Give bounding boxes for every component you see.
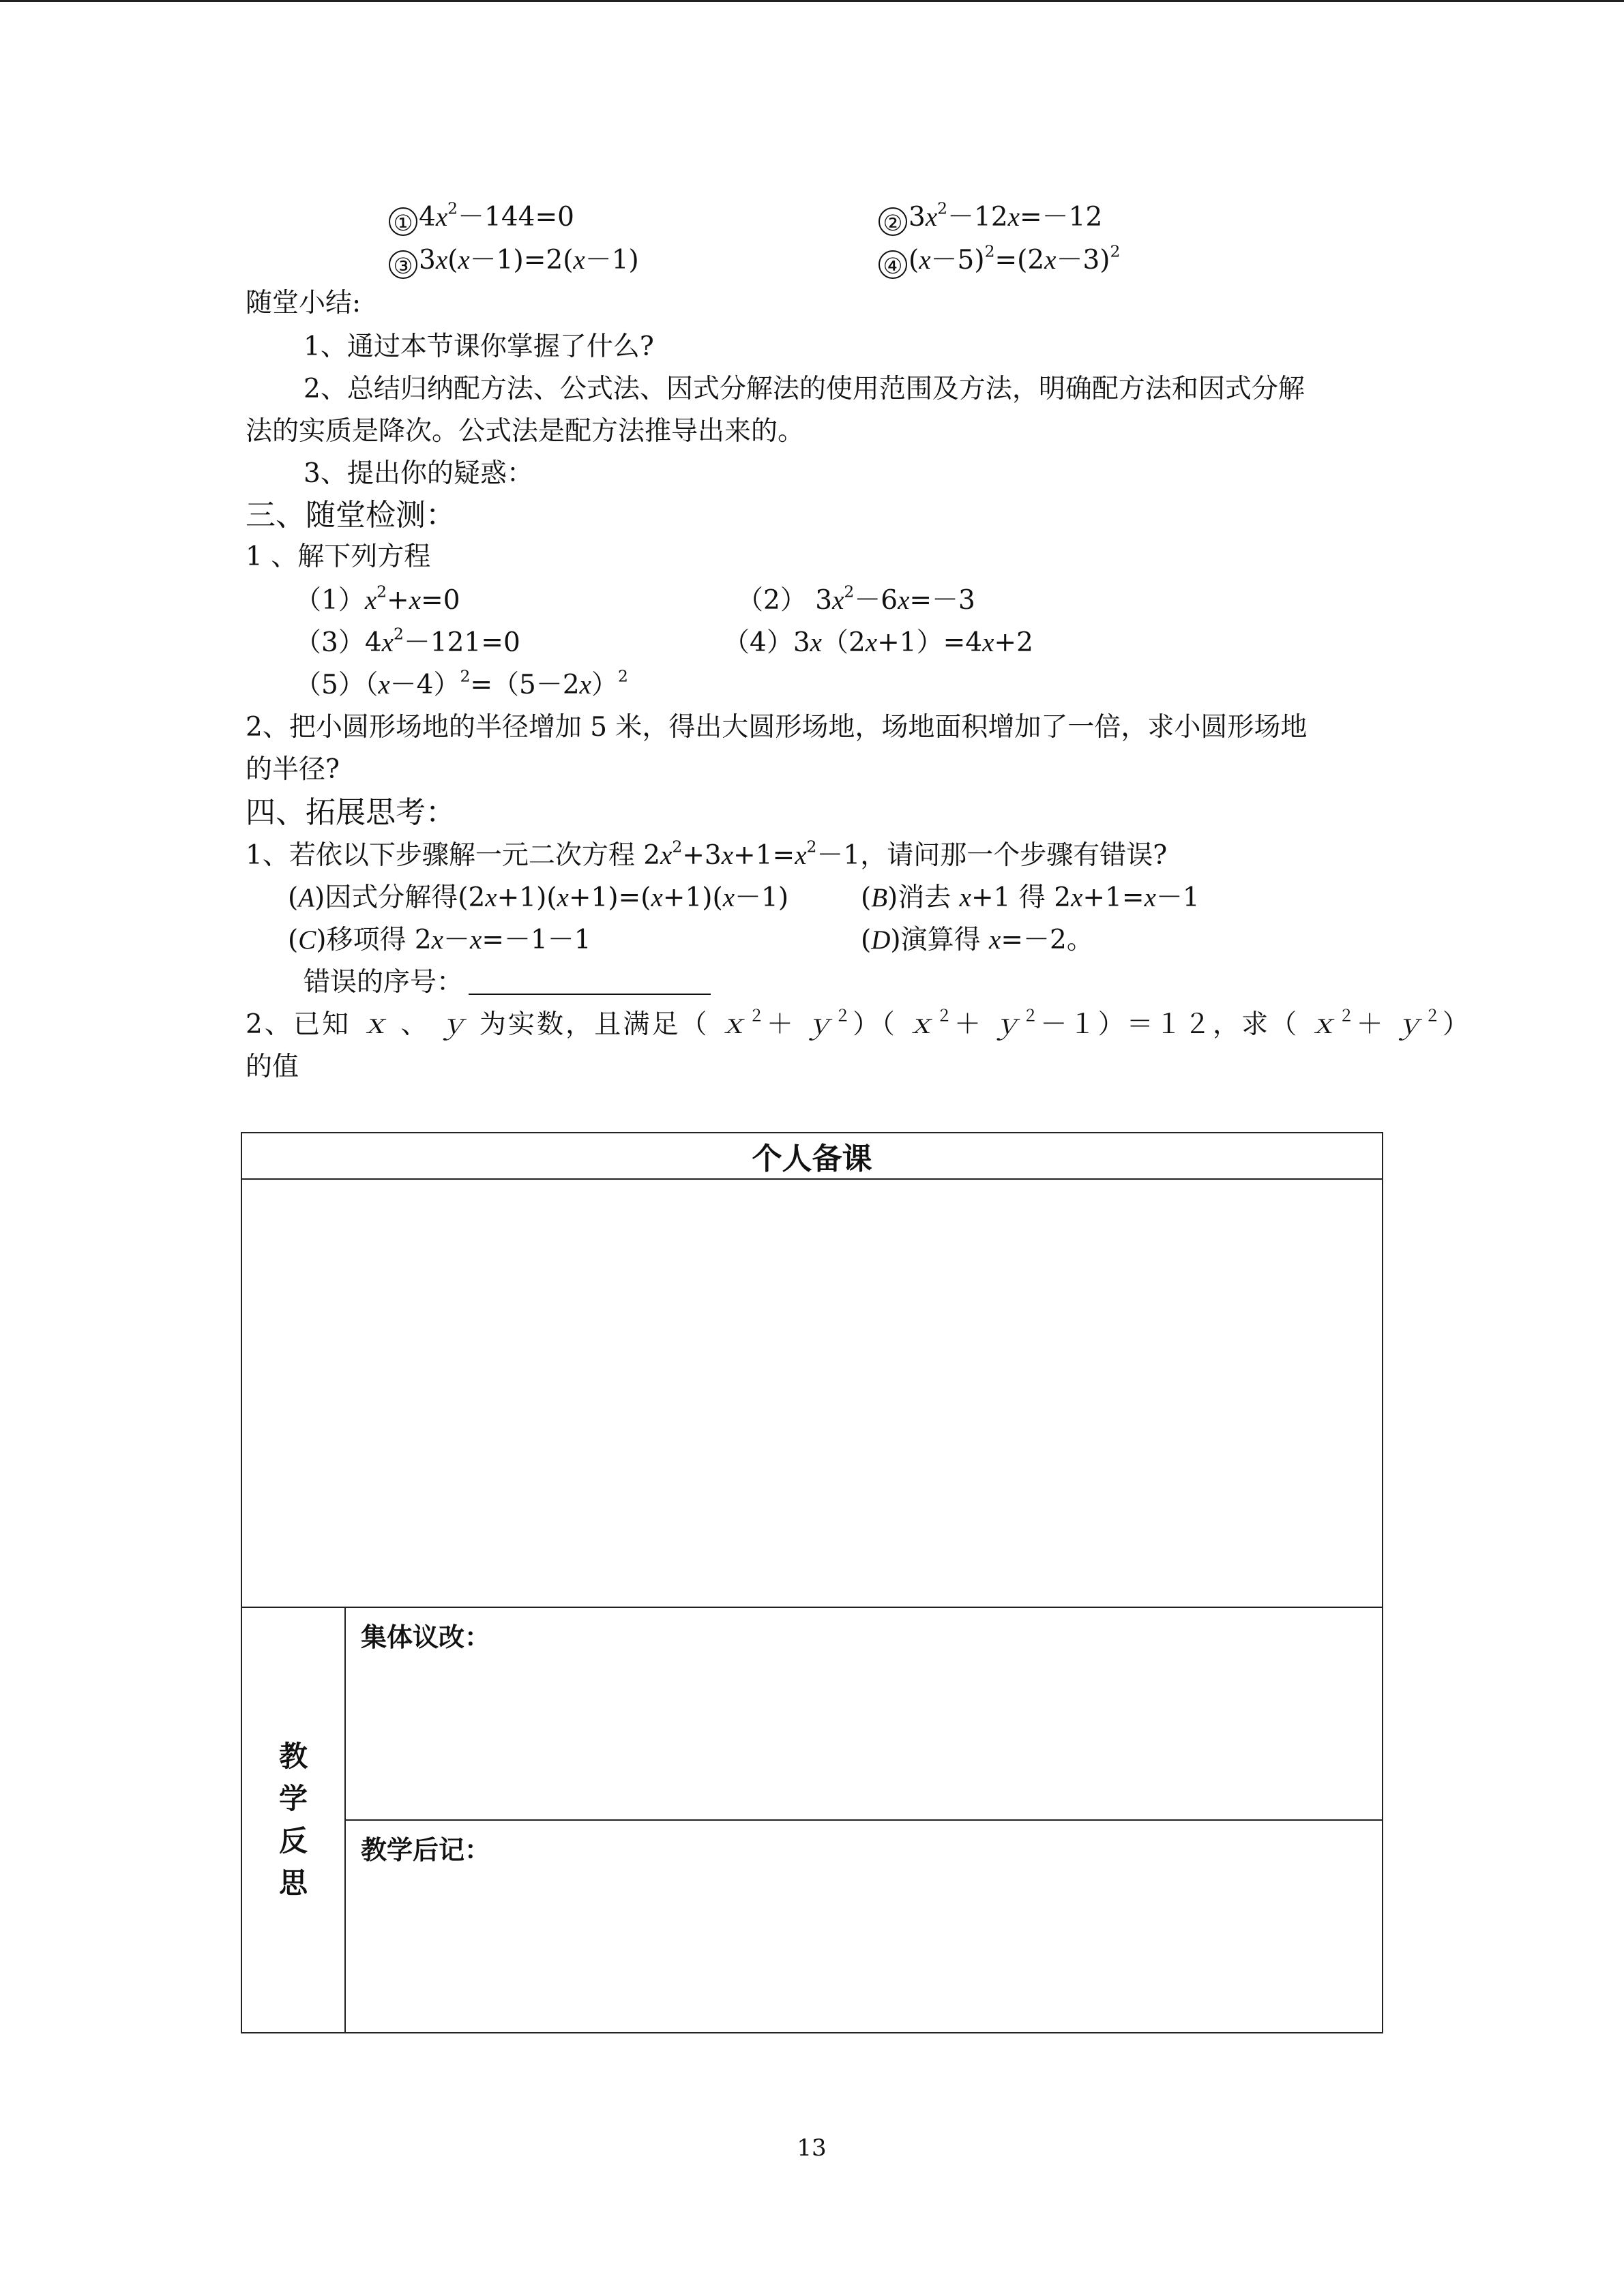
problem-1: $(1)x^2+x=0$: [295, 582, 460, 616]
section-4-q2-line-1: 2、已知 ｘ 、 ｙ 为实数，且满足（ ｘ$^2$＋ ｙ$^2$）（ ｘ$^2$＋ ｙ$^2$－１）＝１２，求（ ｘ$^2$＋ ｙ$^2$）: [246, 1006, 1471, 1040]
error-label: 错误的序号：: [304, 967, 464, 998]
section-3-heading: 三、随堂检测：: [246, 498, 456, 533]
collective-revision-label: 集体议改：: [361, 1622, 491, 1652]
section-3-q2-line-2: 的半径?: [246, 754, 340, 785]
circled-number-3: ③: [389, 250, 417, 279]
teaching-postscript-label: 教学后记：: [361, 1835, 491, 1865]
circled-number-1: ①: [389, 207, 417, 236]
summary-item-2-line-1: 2、总结归纳配方法、公式法、因式分解法的使用范围及方法，明确配方法和因式分解: [304, 374, 1305, 404]
section-4-q2-line-2: 的值: [246, 1052, 299, 1082]
circled-number-4: ④: [879, 250, 907, 279]
exercise-equation-1: ① $4x^2-144=0$: [389, 202, 574, 236]
problem-3: $(3)4x^2-121=0$: [295, 624, 520, 658]
option-a: (A)因式分解得(2x+1)(x+1)=(x+1)(x－1): [288, 882, 789, 913]
option-b: (B)消去 x+1 得 2x+1=x－1: [861, 882, 1200, 913]
section-3-q2-line-1: 2、把小圆形场地的半径增加 5 米，得出大圆形场地，场地面积增加了一倍，求小圆形场地: [246, 712, 1308, 743]
option-d: (D)演算得 x=－2。: [861, 925, 1093, 955]
option-c: (C)移项得 2x－x=－1－1: [288, 925, 591, 955]
exercise-equation-2: ② $3x^2-12x=-12$: [879, 202, 1102, 236]
summary-item-1: 1、通过本节课你掌握了什么?: [304, 331, 654, 362]
lesson-prep-table: [241, 1132, 1383, 2033]
problem-5: $(5)(x-4)^2=(5-2x)^2$: [295, 666, 628, 700]
section-3-q1-label: 1 、解下列方程: [246, 541, 431, 572]
personal-prep-area[interactable]: [241, 1179, 1383, 1607]
error-answer-row: [304, 967, 711, 999]
problem-4: （4）3x（2x+1）=4x+2: [723, 627, 1033, 658]
teaching-postscript-cell[interactable]: [345, 1820, 1383, 2033]
page-top-border: [0, 0, 1624, 2]
teaching-reflection-label: 教 学 反 思: [241, 1607, 345, 2033]
exercise-equation-3: ③ 3x(x－1)=2(x－1): [389, 245, 639, 279]
section-4-heading: 四、拓展思考：: [246, 795, 456, 830]
exercise-equation-4: ④ $(x-5)^2=(2x-3)^2$: [879, 245, 1120, 279]
section-4-q1: 1、若依以下步骤解一元二次方程 $2x^2+3x+1=x^2-1$，请问那一个步骤有错误?: [246, 837, 1168, 871]
problem-2: （2） $3x^2-6x=-3$: [737, 582, 975, 616]
summary-item-3: 3、提出你的疑惑：: [304, 458, 533, 489]
error-answer-blank[interactable]: [469, 969, 711, 995]
summary-heading: 随堂小结:: [246, 288, 361, 318]
collective-revision-cell[interactable]: [345, 1607, 1383, 1820]
circled-number-2: ②: [879, 207, 907, 236]
prep-table-title: 个人备课: [241, 1133, 1383, 1179]
page-number: 13: [797, 2134, 827, 2162]
summary-item-2-line-2: 法的实质是降次。公式法是配方法推导出来的。: [246, 416, 805, 447]
